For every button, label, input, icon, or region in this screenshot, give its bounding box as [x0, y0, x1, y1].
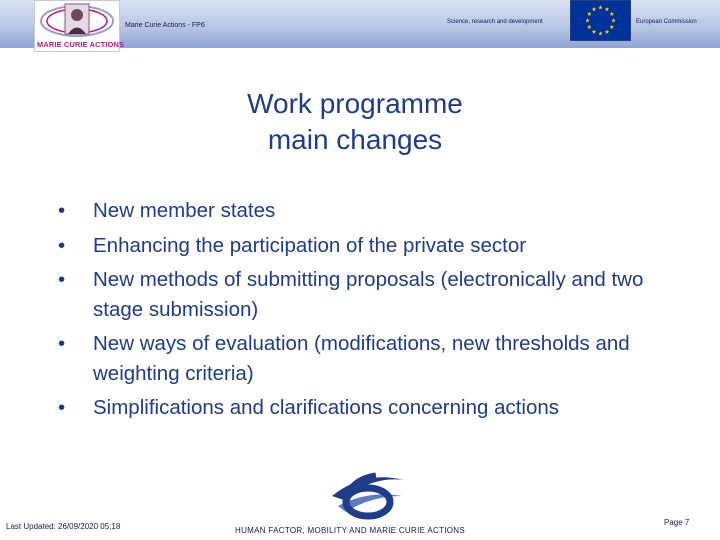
bullet-list [58, 196, 698, 428]
bullet-dot: • [58, 199, 66, 222]
eu-star [587, 12, 592, 16]
marie-curie-actions-logo [34, 0, 125, 52]
eu-star [598, 31, 603, 35]
eu-star [592, 7, 597, 11]
title-line-1: Work programme [247, 88, 463, 119]
eu-star [609, 12, 614, 16]
bullet-dot: • [58, 396, 66, 419]
header-right-text: European Commission [636, 19, 697, 25]
bullet-text: New member states [93, 199, 276, 222]
header-left-text: Marie Curie Actions - FP6 [125, 22, 205, 29]
bullet-dot: • [58, 233, 66, 257]
eu-flag-icon [570, 0, 631, 41]
eu-star [587, 25, 592, 29]
eu-star [598, 5, 603, 9]
header-center-text: Science, research and development [447, 19, 543, 25]
bullet-text: New methods of submitting proposals (electronically and two stage submission) [93, 268, 644, 321]
bullet-item [58, 265, 698, 324]
slide-title [0, 86, 710, 158]
bullet-text: Enhancing the participation of the private sector [93, 233, 527, 257]
eu-star [611, 18, 616, 22]
last-updated-text: Last Updated: 26/09/2020 05:18 [6, 522, 121, 531]
bullet-dot: • [58, 332, 66, 355]
bullet-dot: • [58, 268, 66, 291]
bullet-item [58, 393, 698, 423]
eu-star [609, 25, 614, 29]
footer-center-text: HUMAN FACTOR, MOBILITY AND MARIE CURIE ACTIONS [235, 526, 465, 535]
fp6-logo [324, 466, 410, 522]
eu-star [605, 7, 610, 11]
title-line-2: main changes [267, 124, 443, 155]
logo-text: MARIE CURIE ACTIONS [37, 40, 125, 49]
bullet-item [58, 196, 698, 226]
bullet-item [58, 231, 698, 261]
eu-star [585, 18, 590, 22]
bullet-text: Simplifications and clarifications concerning actions [93, 396, 560, 419]
eu-star [592, 29, 597, 33]
page-number: Page 7 [664, 518, 690, 527]
bullet-item [58, 329, 698, 388]
marie-curie-portrait-icon [35, 1, 119, 41]
eu-star [605, 29, 610, 33]
bullet-text: New ways of evaluation (modifications, new thresholds and weighting criteria) [93, 332, 630, 385]
